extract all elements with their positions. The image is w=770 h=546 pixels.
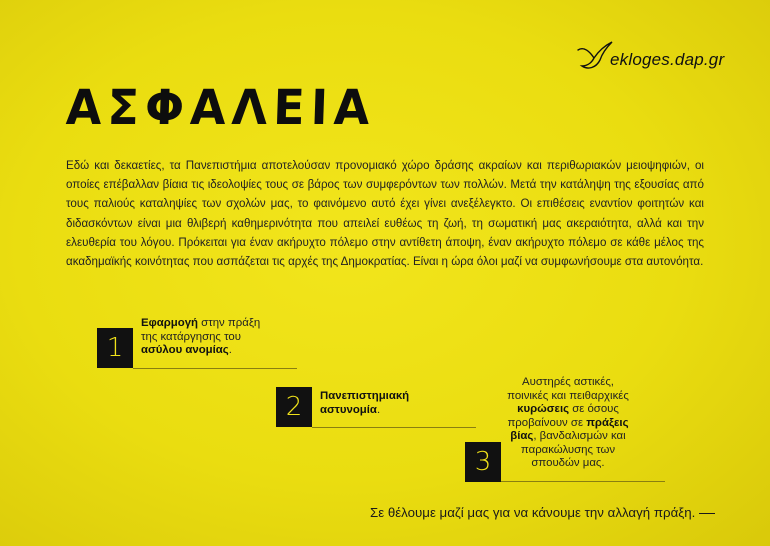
closing-line (370, 505, 715, 520)
step-text-part: σπουδών μας. (531, 457, 605, 469)
step-text-part: σε όσους (569, 403, 619, 415)
step-bold: αστυνομία (320, 403, 377, 416)
step-bold: κυρώσεις (517, 403, 570, 415)
step-bold: ασύλου ανομίας (141, 344, 229, 356)
step-text-part: . (228, 344, 232, 356)
intro-paragraph: Εδώ και δεκαετίες, τα Πανεπιστήμια αποτελούσαν προνομιακό χώρο δράσης ακραίων και περιθωριακών μειοψηφιών, οι οποίες επέβαλλαν βίαια τις ιδεολοψίες τους σε βάρος των συμφερόντων των πολλών. Μετά την κατάληψη της εξουσίας από τους παλιούς καταληψίες των σχολών μας, το φαινόμενο αυτό έχει γίνει ανεξέλεγκτο. Οι επιθέσεις εναντίον φοιτητών και διδασκόντων είναι μια θλιβερή καθημερινότητα που απειλεί ευθέως τη ζωή, τη σωματική μας ακεραιότητα, αλλά και την ελευθερία του λόγου. Πρόκειται για έναν ακήρυχτο πόλεμο στην αντίθετη άποψη, έναν ακήρυχτο πόλεμο σε κάθε μέλος της ακαδημαϊκής κοινότητας που ασπάζεται τις αρχές της Δημοκρατίας. Είναι η ώρα όλοι μαζί να συμφωνήσουμε στα αυτονόητα. (66, 159, 704, 269)
step-text-part: ποινικές και πειθαρχικές (507, 389, 629, 402)
step-2 (276, 383, 476, 429)
logo-text: ekloges.dap.gr (610, 50, 725, 69)
page-title: ΑΣΦΑΛΕΙΑ (65, 78, 377, 136)
step-text (141, 317, 311, 358)
step-text-part: της κατάργησης του (141, 330, 241, 343)
step-bold: βίας (510, 430, 534, 442)
closing-dash (699, 513, 715, 514)
step-number: 3 (465, 442, 501, 482)
step-text-part: παρακώλυσης των (520, 443, 616, 456)
step-divider (501, 481, 665, 482)
closing-text: Σε θέλουμε μαζί μας για να κάνουμε την αλλαγή πράξη. (370, 505, 696, 520)
step-text-part: στην πράξη (198, 317, 261, 329)
step-text (493, 376, 643, 471)
step-text-part: , βανδαλισμών και (533, 430, 626, 442)
step-divider (133, 368, 297, 369)
step-bold: πράξεις (586, 416, 629, 429)
step-number: 1 (97, 328, 133, 368)
step-1 (97, 314, 307, 370)
step-number: 2 (276, 387, 312, 427)
step-text-part: Αυστηρές αστικές, (522, 376, 614, 388)
site-logo (576, 40, 726, 74)
step-divider (312, 427, 476, 428)
step-3 (465, 370, 670, 482)
step-bold: Εφαρμογή (141, 317, 199, 329)
step-text-part: προβαίνουν σε (507, 416, 587, 429)
step-bold: Πανεπιστημιακή (320, 390, 410, 402)
step-text-part: . (376, 403, 381, 416)
step-text (320, 390, 470, 417)
